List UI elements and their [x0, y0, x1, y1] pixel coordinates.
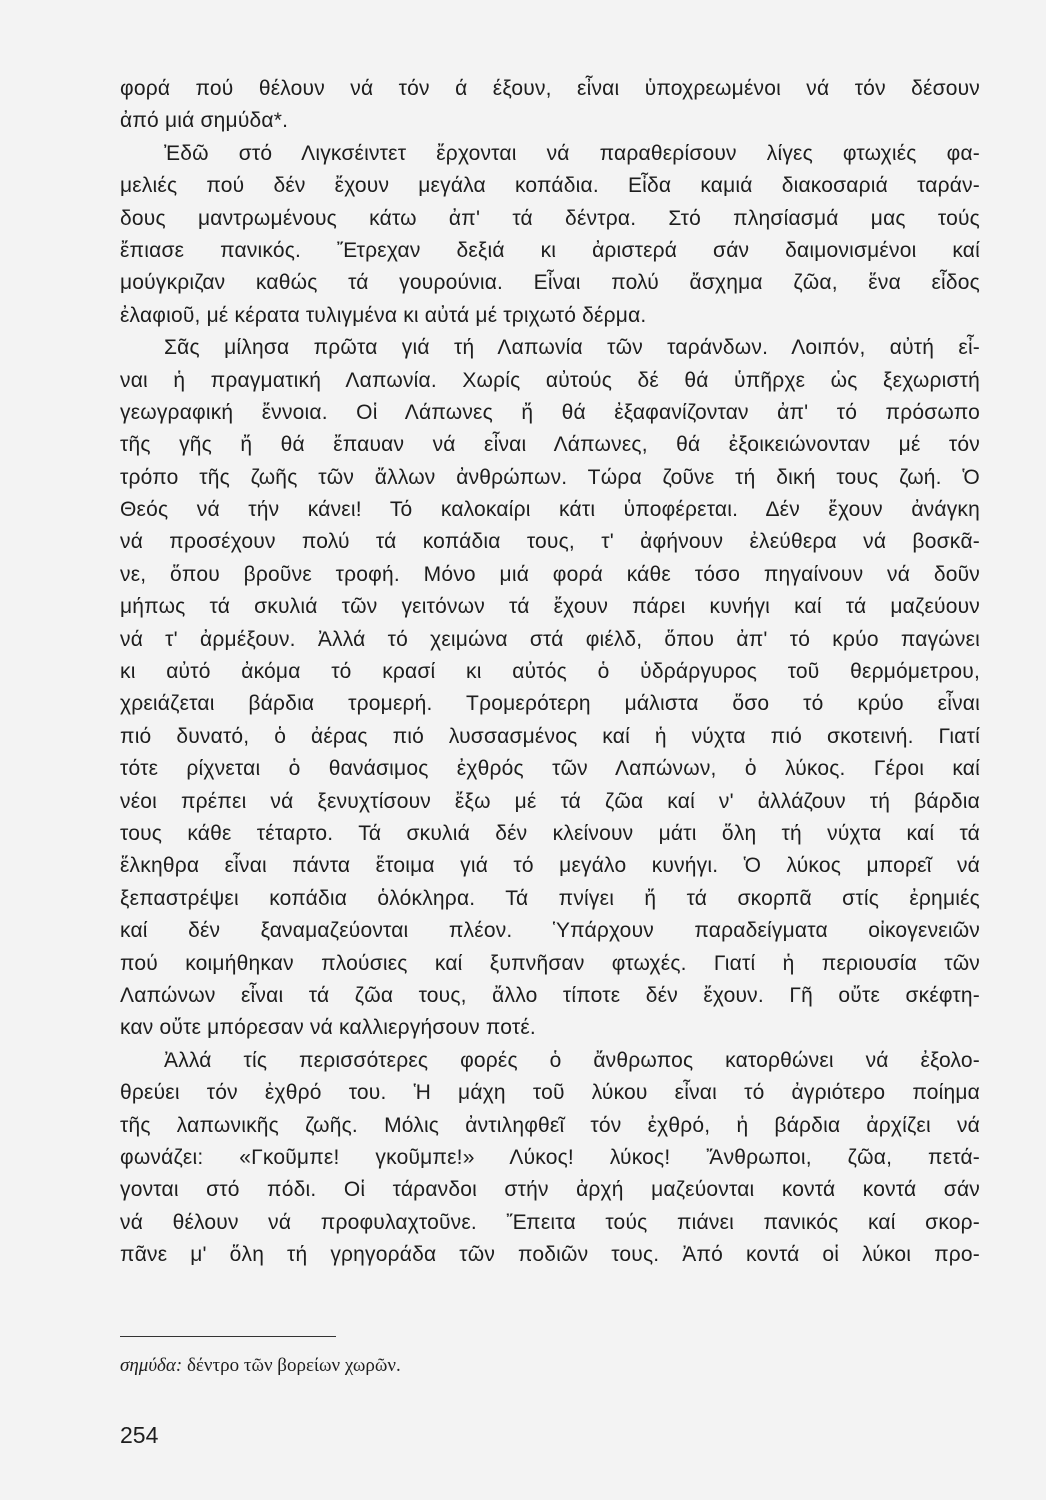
text-line: καί δέν ξαναμαζεύονται πλέον. Ὑπάρχουν παραδείγματα οἰκογενειῶν	[120, 919, 980, 943]
text-line: γεωγραφική ἔννοια. Οἱ Λάπωνες ἤ θά ἐξαφανίζονταν ἀπ' τό πρόσωπο	[120, 400, 980, 424]
text-line: ναι ἡ πραγματική Λαπωνία. Χωρίς αὐτούς δέ θά ὑπῆρχε ὡς ξεχωριστή	[120, 368, 980, 392]
text-line: ξεπαστρέψει κοπάδια ὁλόκληρα. Τά πνίγει ἤ τά σκορπᾶ στίς ἐρημιές	[120, 886, 980, 910]
footnote-divider	[120, 1336, 336, 1337]
text-line: φωνάζει: «Γκοῦμπε! γκοῦμπε!» Λύκος! λύκος! Ἄνθρωποι, ζῶα, πετά-	[120, 1145, 980, 1169]
text-line: πᾶνε μ' ὅλη τή γρηγοράδα τῶν ποδιῶν τους. Ἀπό κοντά οἱ λύκοι προ-	[120, 1243, 980, 1267]
text-line: ἔπιασε πανικός. Ἔτρεχαν δεξιά κι ἀριστερά σάν δαιμονισμένοι καί	[120, 238, 980, 262]
footnote	[120, 1352, 401, 1380]
text-line: Σᾶς μίλησα πρῶτα γιά τή Λαπωνία τῶν ταράνδων. Λοιπόν, αὐτή εἶ-	[164, 336, 980, 360]
text-line: θρεύει τόν ἐχθρό του. Ἡ μάχη τοῦ λύκου εἶναι τό ἀγριότερο ποίημα	[120, 1081, 980, 1105]
text-line: δους μαντρωμένους κάτω ἀπ' τά δέντρα. Στό πλησίασμά μας τούς	[120, 206, 980, 230]
text-line: νά θέλουν νά προφυλαχτοῦνε. Ἔπειτα τούς πιάνει πανικός καί σκορ-	[120, 1210, 980, 1234]
text-line: πού κοιμήθηκαν πλούσιες καί ξυπνῆσαν φτωχές. Γιατί ἡ περιουσία τῶν	[120, 951, 980, 975]
text-line: τότε ρίχνεται ὁ θανάσιμος ἐχθρός τῶν Λαπώνων, ὁ λύκος. Γέροι καί	[120, 757, 980, 781]
text-line: Θεός νά τήν κάνει! Τό καλοκαίρι κάτι ὑποφέρεται. Δέν ἔχουν ἀνάγκη	[120, 498, 980, 522]
text-line: νά προσέχουν πολύ τά κοπάδια τους, τ' ἀφήνουν ἐλεύθερα νά βοσκᾶ-	[120, 530, 980, 554]
text-line: χρειάζεται βάρδια τρομερή. Τρομερότερη μάλιστα ὅσο τό κρύο εἶναι	[120, 692, 980, 716]
text-line: Ἀλλά τίς περισσότερες φορές ὁ ἄνθρωπος κατορθώνει νά ἐξολο-	[164, 1048, 980, 1072]
text-line: τῆς γῆς ἤ θά ἔπαυαν νά εἶναι Λάπωνες, θά ἐξοικειώνονταν μέ τόν	[120, 433, 980, 457]
text-line: μελιές πού δέν ἔχουν μεγάλα κοπάδια. Εἶδα καμιά διακοσαριά ταράν-	[120, 174, 980, 198]
text-line: μούγκριζαν καθώς τά γουρούνια. Εἶναι πολύ ἄσχημα ζῶα, ἕνα εἶδος	[120, 271, 980, 295]
footnote-definition: δέντρο τῶν βορείων χωρῶν.	[182, 1355, 401, 1376]
text-line: Λαπώνων εἶναι τά ζῶα τους, ἄλλο τίποτε δέν ἔχουν. Γῆ οὔτε σκέφτη-	[120, 983, 980, 1007]
text-line: ἀπό μιά σημύδα*.	[120, 109, 289, 133]
text-line: πιό δυνατό, ὁ ἀέρας πιό λυσσασμένος καί ἡ νύχτα πιό σκοτεινή. Γιατί	[120, 724, 980, 748]
text-line: κι αὐτό ἀκόμα τό κρασί κι αὐτός ὁ ὑδράργυρος τοῦ θερμόμετρου,	[120, 660, 980, 684]
text-line: καν οὔτε μπόρεσαν νά καλλιεργήσουν ποτέ.	[120, 1016, 536, 1040]
text-line: μήπως τά σκυλιά τῶν γειτόνων τά ἔχουν πάρει κυνήγι καί τά μαζεύουν	[120, 595, 980, 619]
page-number: 254	[120, 1422, 159, 1448]
text-line: νέοι πρέπει νά ξενυχτίσουν ἔξω μέ τά ζῶα καί ν' ἀλλάζουν τή βάρδια	[120, 789, 980, 813]
footnote-term: σημύδα:	[120, 1355, 183, 1376]
text-line: νά τ' ἀρμέξουν. Ἀλλά τό χειμώνα στά φιέλδ, ὅπου ἀπ' τό κρύο παγώνει	[120, 627, 980, 651]
text-line: νε, ὅπου βροῦνε τροφή. Μόνο μιά φορά κάθε τόσο πηγαίνουν νά δοῦν	[120, 562, 980, 586]
text-line: ἐλαφιοῦ, μέ κέρατα τυλιγμένα κι αὐτά μέ τριχωτό δέρμα.	[120, 303, 647, 327]
text-line: Ἐδῶ στό Λιγκσέιντετ ἔρχονται νά παραθερίσουν λίγες φτωχιές φα-	[164, 141, 980, 165]
text-line: τῆς λαπωνικῆς ζωῆς. Μόλις ἀντιληφθεῖ τόν ἐχθρό, ἡ βάρδια ἀρχίζει νά	[120, 1113, 980, 1137]
text-line: γονται στό πόδι. Οἱ τάρανδοι στήν ἀρχή μαζεύονται κοντά κοντά σάν	[120, 1178, 980, 1202]
text-line: φορά πού θέλουν νά τόν ά έξουν, εἶναι ὑποχρεωμένοι νά τόν δέσουν	[120, 77, 980, 100]
body-text	[120, 73, 980, 1271]
text-line: ἕλκηθρα εἶναι πάντα ἕτοιμα γιά τό μεγάλο κυνήγι. Ὁ λύκος μπορεῖ νά	[120, 854, 980, 878]
text-line: τους κάθε τέταρτο. Τά σκυλιά δέν κλείνουν μάτι ὅλη τή νύχτα καί τά	[120, 821, 980, 845]
text-line: τρόπο τῆς ζωῆς τῶν ἄλλων ἀνθρώπων. Τώρα ζοῦνε τή δική τους ζωή. Ὁ	[120, 465, 980, 489]
